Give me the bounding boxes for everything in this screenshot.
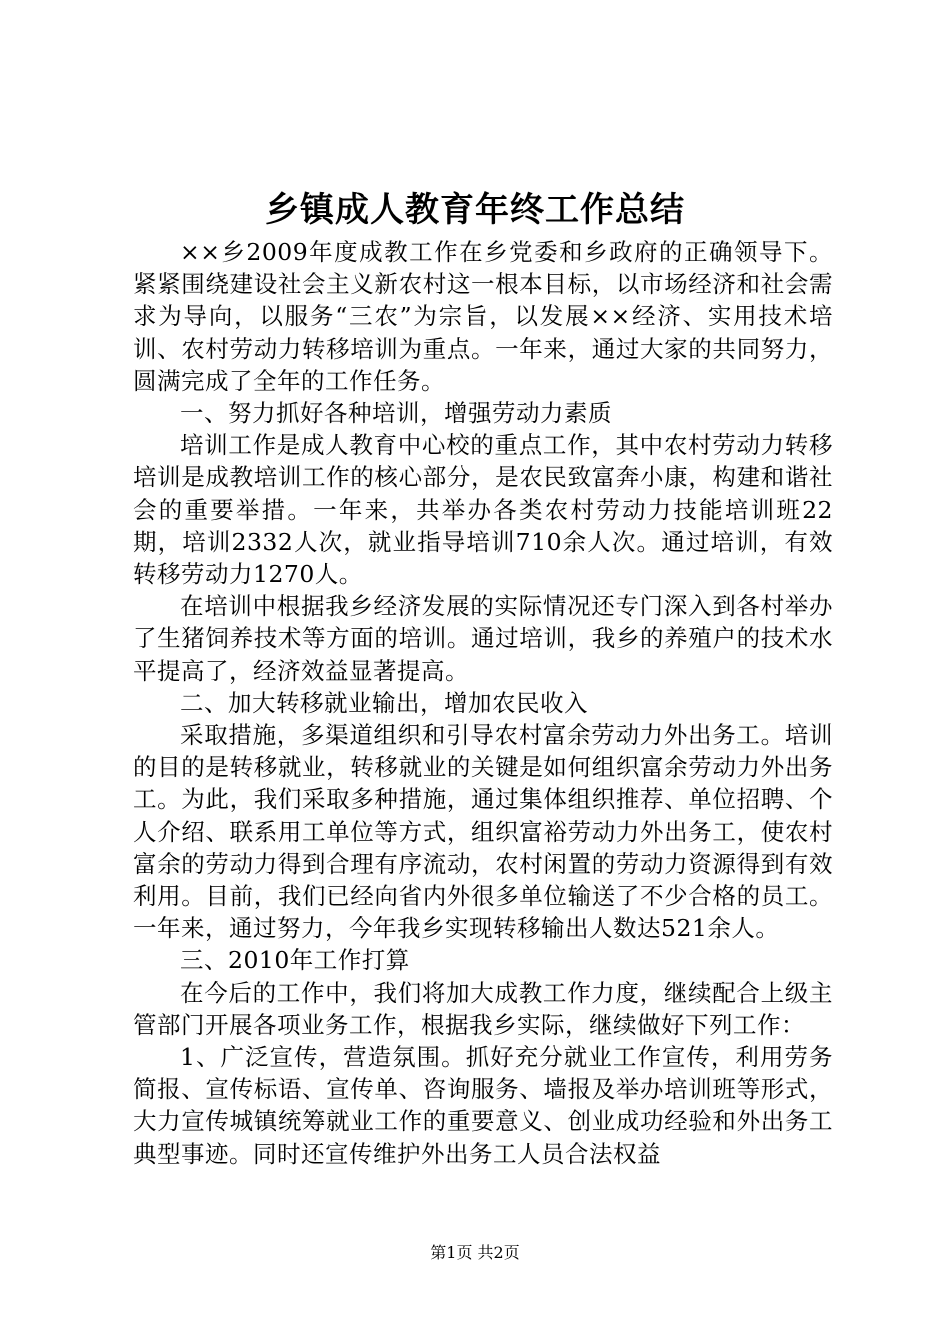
- section-heading-1: 一、努力抓好各种培训，增强劳动力素质: [180, 399, 612, 428]
- paragraph-training: 培训工作是成人教育中心校的重点工作，其中农村劳动力转移培训是成教培训工作的核心部分，是农民致富奔小康，构建和谐社会的重要举措。一年来，共举办各类农村劳动力技能培训班22期，培训2332人次，就业指导培训710余人次。通过培训，有效转移劳动力1270人。: [133, 431, 833, 589]
- paragraph-training-villages: 在培训中根据我乡经济发展的实际情况还专门深入到各村举办了生猪饲养技术等方面的培训。通过培训，我乡的养殖户的技术水平提高了，经济效益显著提高。: [133, 592, 833, 685]
- page-footer: 第1页 共2页: [430, 1243, 520, 1262]
- section-heading-2: 二、加大转移就业输出，增加农民收入: [180, 688, 588, 717]
- paragraph-intro: ××乡2009年度成教工作在乡党委和乡政府的正确领导下。紧紧围绕建设社会主义新农村这一根本目标，以市场经济和社会需求为导向，以服务“三农”为宗旨，以发展××经济、实用技术培训、农村劳动力转移培训为重点。一年来，通过大家的共同努力，圆满完成了全年的工作任务。: [133, 238, 833, 395]
- document-title: 乡镇成人教育年终工作总结: [265, 190, 685, 230]
- paragraph-plan-item-1: 1、广泛宣传，营造氛围。抓好充分就业工作宣传，利用劳务简报、宣传标语、宣传单、咨询服务、墙报及举办培训班等形式，大力宣传城镇统筹就业工作的重要意义、创业成功经验和外出务工典型事迹。同时还宣传维护外出务工人员合法权益: [133, 1043, 833, 1168]
- paragraph-employment: 采取措施，多渠道组织和引导农村富余劳动力外出务工。培训的目的是转移就业，转移就业的关键是如何组织富余劳动力外出务工。为此，我们采取多种措施，通过集体组织推荐、单位招聘、个人介绍、联系用工单位等方式，组织富裕劳动力外出务工，使农村富余的劳动力得到合理有序流动，农村闲置的劳动力资源得到有效利用。目前，我们已经向省内外很多单位输送了不少合格的员工。一年来，通过努力，今年我乡实现转移输出人数达521余人。: [133, 721, 833, 943]
- document-body: [133, 236, 833, 1170]
- paragraph-plan: 在今后的工作中，我们将加大成教工作力度，继续配合上级主管部门开展各项业务工作，根据我乡实际，继续做好下列工作：: [133, 978, 833, 1039]
- section-heading-3: 三、2010年工作打算: [180, 946, 410, 975]
